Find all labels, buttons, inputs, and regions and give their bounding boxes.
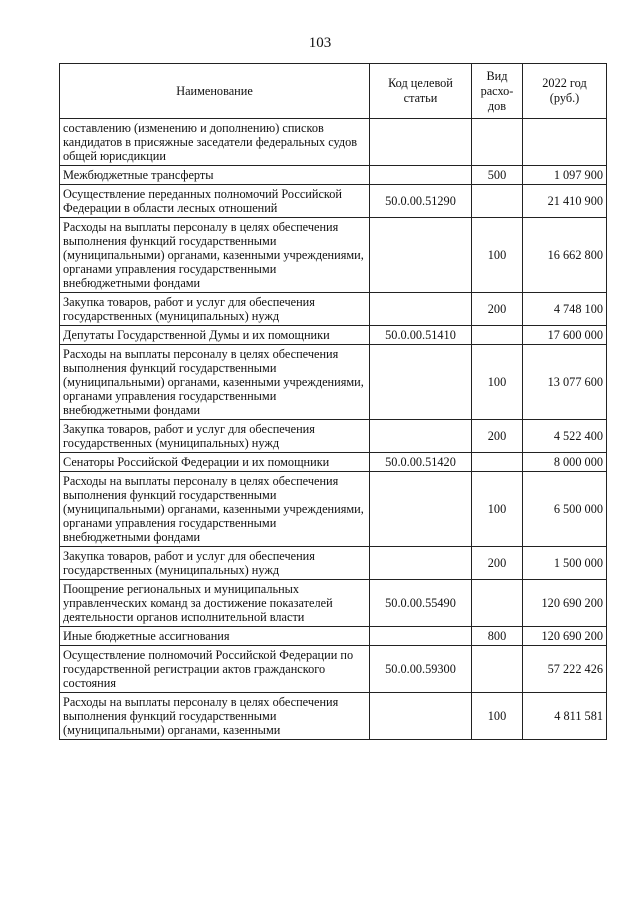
cell-code — [370, 420, 472, 453]
cell-name: Осуществление переданных полномочий Российской Федерации в области лесных отношений — [60, 185, 370, 218]
table-header-row — [60, 64, 607, 119]
cell-amount — [523, 119, 607, 166]
cell-code — [370, 166, 472, 185]
cell-kind: 100 — [472, 472, 523, 547]
table-row — [60, 453, 607, 472]
table-row — [60, 646, 607, 693]
table-row — [60, 119, 607, 166]
cell-code: 50.0.00.51410 — [370, 326, 472, 345]
cell-kind: 500 — [472, 166, 523, 185]
table-row — [60, 627, 607, 646]
cell-kind — [472, 326, 523, 345]
cell-name: Депутаты Государственной Думы и их помощники — [60, 326, 370, 345]
cell-kind: 100 — [472, 218, 523, 293]
cell-name: Расходы на выплаты персоналу в целях обеспечения выполнения функций государственными (муниципальными) органами, казенными учреждениями, органами управления государственными внебюджетными фондами — [60, 218, 370, 293]
table-row — [60, 580, 607, 627]
cell-amount: 6 500 000 — [523, 472, 607, 547]
cell-kind — [472, 580, 523, 627]
cell-kind: 100 — [472, 345, 523, 420]
cell-kind — [472, 646, 523, 693]
cell-kind: 200 — [472, 293, 523, 326]
cell-code — [370, 472, 472, 547]
cell-kind — [472, 453, 523, 472]
table-row — [60, 166, 607, 185]
cell-amount: 4 522 400 — [523, 420, 607, 453]
cell-name: Расходы на выплаты персоналу в целях обеспечения выполнения функций государственными (муниципальными) органами, казенными учреждениями, органами управления государственными внебюджетными фондами — [60, 345, 370, 420]
table-row — [60, 472, 607, 547]
cell-name: Закупка товаров, работ и услуг для обеспечения государственных (муниципальных) нужд — [60, 420, 370, 453]
cell-code: 50.0.00.51290 — [370, 185, 472, 218]
cell-code — [370, 547, 472, 580]
cell-kind: 200 — [472, 547, 523, 580]
cell-amount: 4 811 581 — [523, 693, 607, 740]
cell-name: Поощрение региональных и муниципальных управленческих команд за достижение показателей деятельности органов исполнительной власти — [60, 580, 370, 627]
cell-amount: 1 097 900 — [523, 166, 607, 185]
header-code: Код целевой статьи — [370, 64, 472, 119]
cell-name: Межбюджетные трансферты — [60, 166, 370, 185]
cell-name: Осуществление полномочий Российской Федерации по государственной регистрации актов гражданского состояния — [60, 646, 370, 693]
table-row — [60, 326, 607, 345]
table-row — [60, 547, 607, 580]
cell-name: Закупка товаров, работ и услуг для обеспечения государственных (муниципальных) нужд — [60, 293, 370, 326]
table-row — [60, 420, 607, 453]
cell-code — [370, 119, 472, 166]
cell-amount: 17 600 000 — [523, 326, 607, 345]
table-row — [60, 185, 607, 218]
cell-code: 50.0.00.51420 — [370, 453, 472, 472]
table-row — [60, 693, 607, 740]
cell-name: Иные бюджетные ассигнования — [60, 627, 370, 646]
header-kind: Вид расхо- дов — [472, 64, 523, 119]
cell-code — [370, 293, 472, 326]
cell-amount: 8 000 000 — [523, 453, 607, 472]
cell-name: Расходы на выплаты персоналу в целях обеспечения выполнения функций государственными (муниципальными) органами, казенными учреждениями, органами управления государственными внебюджетными фондами — [60, 472, 370, 547]
table-row — [60, 345, 607, 420]
cell-amount: 13 077 600 — [523, 345, 607, 420]
cell-amount: 120 690 200 — [523, 627, 607, 646]
cell-amount: 120 690 200 — [523, 580, 607, 627]
cell-name: Сенаторы Российской Федерации и их помощники — [60, 453, 370, 472]
cell-amount: 21 410 900 — [523, 185, 607, 218]
cell-name: Закупка товаров, работ и услуг для обеспечения государственных (муниципальных) нужд — [60, 547, 370, 580]
cell-code — [370, 693, 472, 740]
cell-kind: 200 — [472, 420, 523, 453]
cell-code — [370, 345, 472, 420]
table-row — [60, 218, 607, 293]
cell-name: составлению (изменению и дополнению) списков кандидатов в присяжные заседатели федеральных судов общей юрисдикции — [60, 119, 370, 166]
cell-code: 50.0.00.59300 — [370, 646, 472, 693]
header-name: Наименование — [60, 64, 370, 119]
cell-kind — [472, 185, 523, 218]
table-body — [60, 119, 607, 740]
cell-kind — [472, 119, 523, 166]
cell-code: 50.0.00.55490 — [370, 580, 472, 627]
cell-kind: 800 — [472, 627, 523, 646]
cell-kind: 100 — [472, 693, 523, 740]
budget-table — [59, 63, 607, 740]
cell-amount: 57 222 426 — [523, 646, 607, 693]
header-amount: 2022 год (руб.) — [523, 64, 607, 119]
cell-amount: 4 748 100 — [523, 293, 607, 326]
cell-amount: 1 500 000 — [523, 547, 607, 580]
cell-code — [370, 627, 472, 646]
cell-amount: 16 662 800 — [523, 218, 607, 293]
cell-name: Расходы на выплаты персоналу в целях обеспечения выполнения функций государственными (муниципальными) органами, казенными — [60, 693, 370, 740]
cell-code — [370, 218, 472, 293]
table-row — [60, 293, 607, 326]
page-number: 103 — [308, 35, 332, 51]
